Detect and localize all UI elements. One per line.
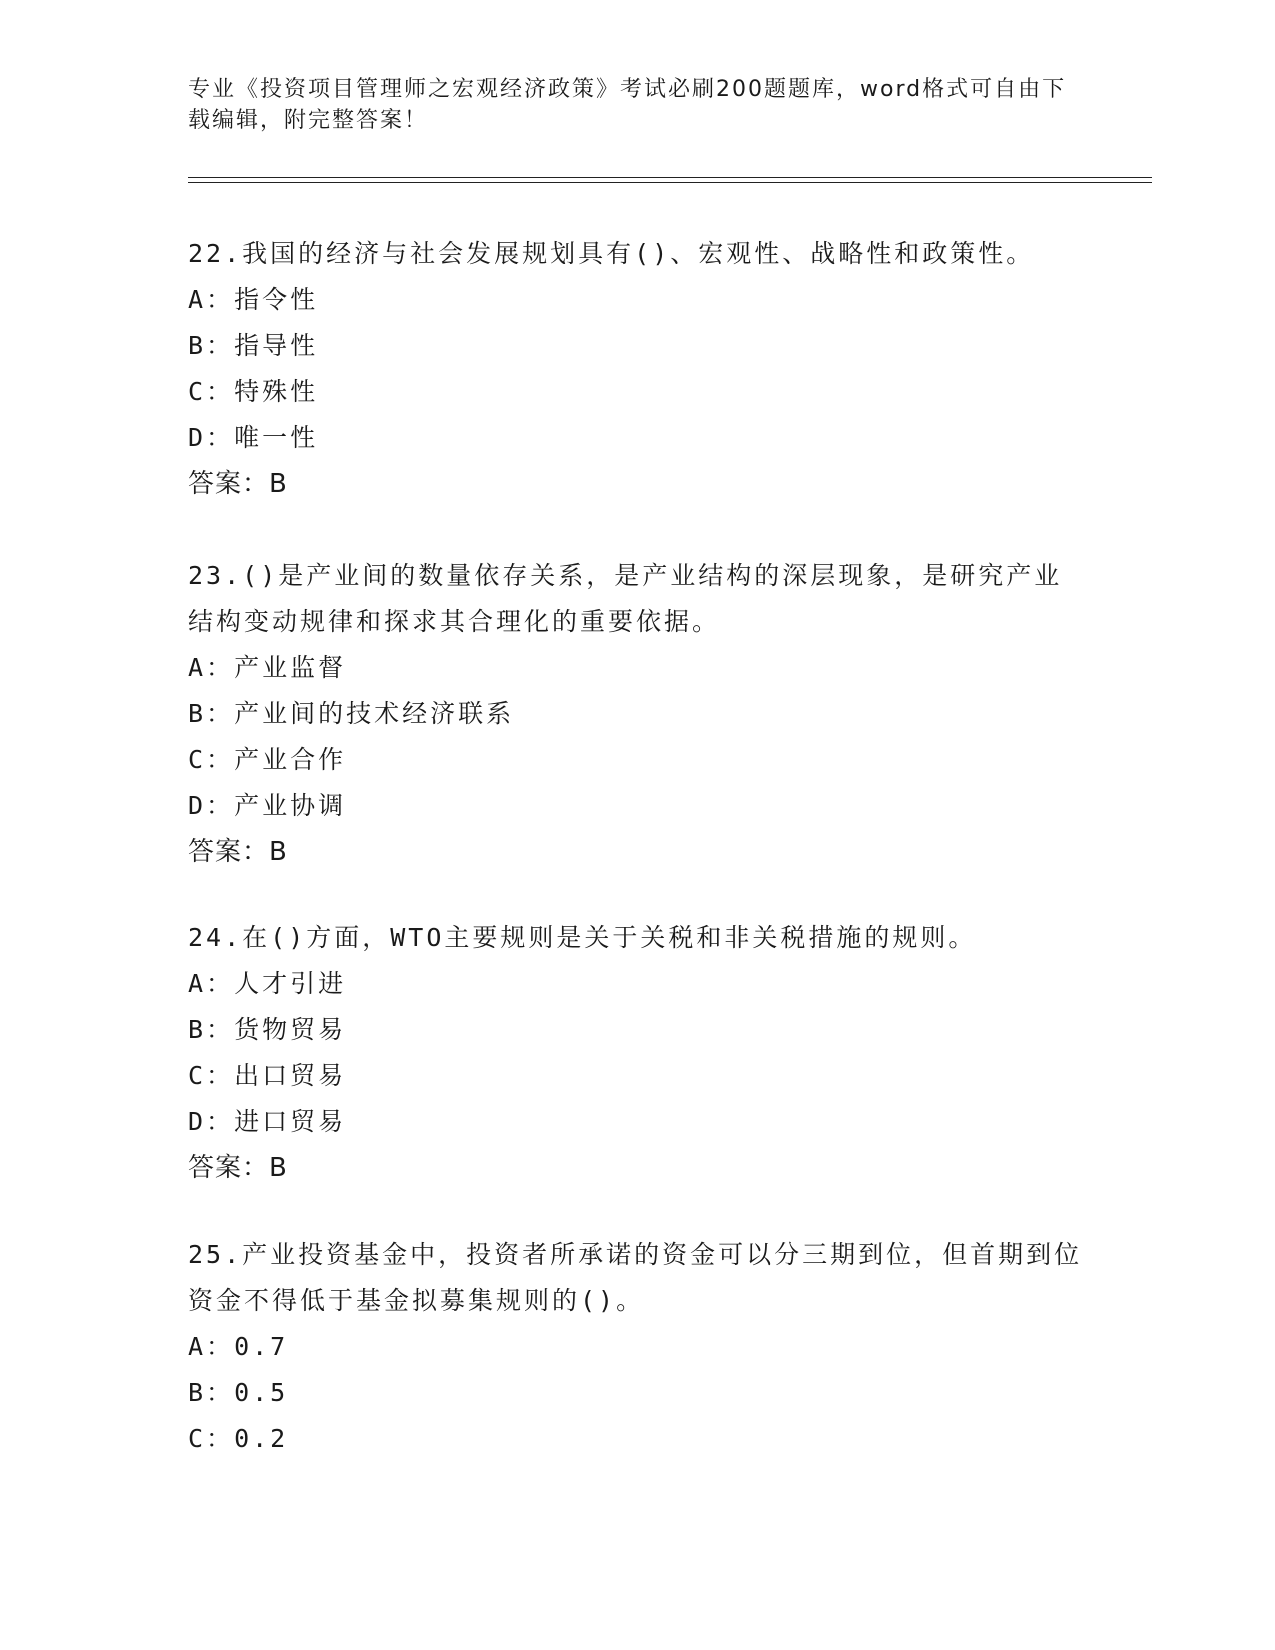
answer: 答案：B — [188, 469, 288, 499]
option-key: B： — [188, 699, 235, 728]
option-text: 货物贸易 — [234, 1015, 347, 1044]
option-key: A： — [188, 969, 235, 998]
option-text: 0.5 — [234, 1378, 289, 1407]
question-number: 22. — [188, 239, 243, 268]
option-text: 产业间的技术经济联系 — [234, 699, 515, 728]
question-body: ()是产业间的数量依存关系，是产业结构的深层现象，是研究产业结构变动规律和探求其合理化的重要依据。 — [188, 561, 1063, 636]
option-c — [188, 1416, 1088, 1462]
option-text: 进口贸易 — [234, 1107, 347, 1136]
option-c — [188, 737, 1088, 783]
option-d — [188, 1099, 1088, 1145]
header-divider-bottom — [188, 182, 1152, 183]
option-key: D： — [188, 423, 235, 452]
option-b — [188, 691, 1088, 737]
option-text: 0.7 — [234, 1332, 289, 1361]
question-text — [188, 915, 1088, 961]
question-body: 我国的经济与社会发展规划具有()、宏观性、战略性和政策性。 — [242, 239, 1035, 268]
option-text: 指导性 — [234, 331, 319, 360]
option-text: 产业合作 — [234, 745, 347, 774]
question-number: 24. — [188, 923, 243, 952]
option-a — [188, 1324, 1088, 1370]
option-text: 产业协调 — [234, 791, 347, 820]
question-body: 产业投资基金中，投资者所承诺的资金可以分三期到位，但首期到位资金不得低于基金拟募集规则的()。 — [188, 1240, 1083, 1315]
option-key: B： — [188, 1378, 235, 1407]
option-a — [188, 277, 1088, 323]
option-key: A： — [188, 285, 235, 314]
header-divider-top — [188, 177, 1152, 178]
option-b — [188, 1007, 1088, 1053]
option-a — [188, 645, 1088, 691]
question-text — [188, 1232, 1088, 1324]
option-key: C： — [188, 1061, 235, 1090]
option-b — [188, 323, 1088, 369]
option-text: 产业监督 — [234, 653, 347, 682]
option-c — [188, 1053, 1088, 1099]
option-a — [188, 961, 1088, 1007]
question-25 — [188, 1232, 1088, 1462]
option-key: D： — [188, 1107, 235, 1136]
option-text: 指令性 — [234, 285, 319, 314]
option-key: C： — [188, 745, 235, 774]
option-c — [188, 369, 1088, 415]
option-d — [188, 415, 1088, 461]
question-23 — [188, 553, 1088, 875]
question-number: 25. — [188, 1240, 243, 1269]
option-key: D： — [188, 791, 235, 820]
option-key: C： — [188, 377, 235, 406]
document-header: 专业《投资项目管理师之宏观经济政策》考试必刷200题题库，word格式可自由下载编辑，附完整答案！ — [188, 77, 1067, 133]
question-22 — [188, 231, 1088, 507]
option-text: 特殊性 — [234, 377, 319, 406]
question-body: 在()方面，WTO主要规则是关于关税和非关税措施的规则。 — [242, 923, 977, 952]
option-key: B： — [188, 1015, 235, 1044]
question-24 — [188, 915, 1088, 1191]
option-text: 唯一性 — [234, 423, 319, 452]
question-text — [188, 553, 1088, 645]
option-key: A： — [188, 653, 235, 682]
option-text: 人才引进 — [234, 969, 347, 998]
option-key: C： — [188, 1424, 235, 1453]
option-text: 出口贸易 — [234, 1061, 347, 1090]
option-text: 0.2 — [234, 1424, 289, 1453]
option-key: B： — [188, 331, 235, 360]
question-text — [188, 231, 1088, 277]
answer: 答案：B — [188, 1153, 288, 1183]
answer: 答案：B — [188, 837, 288, 867]
option-b — [188, 1370, 1088, 1416]
question-number: 23. — [188, 561, 243, 590]
option-key: A： — [188, 1332, 235, 1361]
option-d — [188, 783, 1088, 829]
